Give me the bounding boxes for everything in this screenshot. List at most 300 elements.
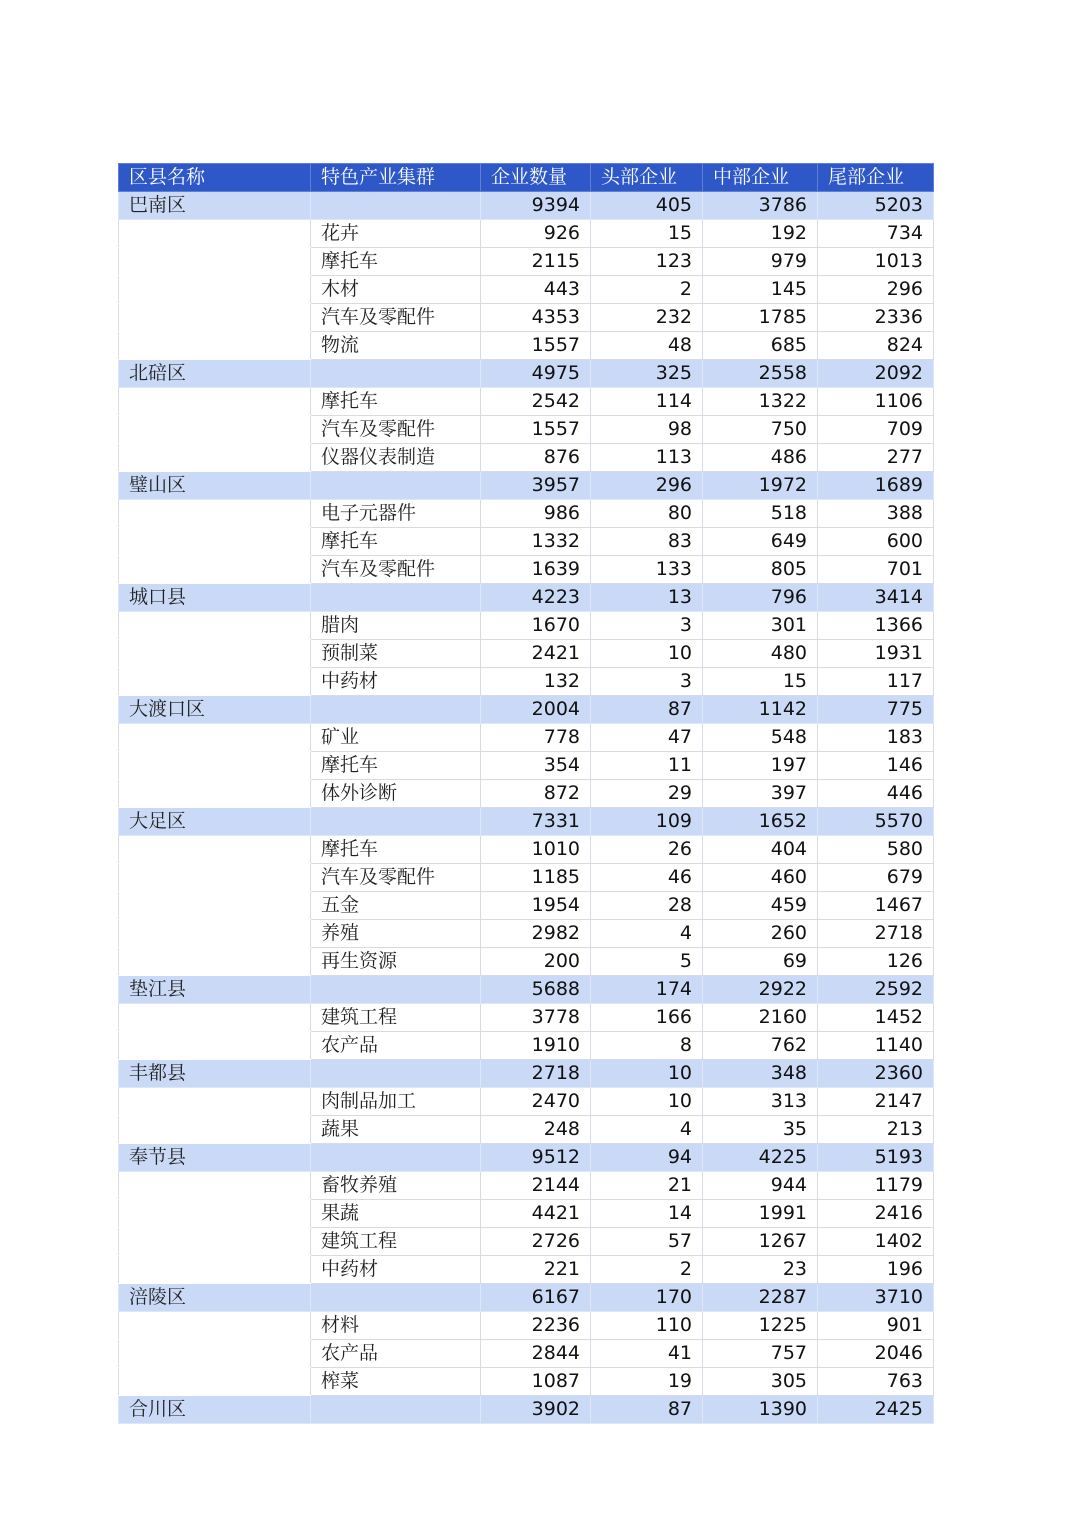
district-tail-cell: 1689 bbox=[818, 472, 934, 500]
industry-row bbox=[119, 1368, 934, 1396]
district-top-cell: 109 bbox=[591, 808, 703, 836]
industry-row bbox=[119, 1228, 934, 1256]
industry-name: 蔬果 bbox=[311, 1116, 481, 1144]
industry-name: 花卉 bbox=[311, 220, 481, 248]
industry-row bbox=[119, 668, 934, 696]
industry-row bbox=[119, 444, 934, 472]
industry-count-cell: 2236 bbox=[481, 1312, 591, 1340]
industry-tail-cell: 580 bbox=[818, 836, 934, 864]
industry-tail-cell: 709 bbox=[818, 416, 934, 444]
industry-top-cell: 19 bbox=[591, 1368, 703, 1396]
industry-count-cell: 1087 bbox=[481, 1368, 591, 1396]
industry-row bbox=[119, 920, 934, 948]
district-blank-cell bbox=[119, 556, 311, 584]
industry-middle-cell: 69 bbox=[703, 948, 818, 976]
industry-row bbox=[119, 1256, 934, 1284]
industry-row bbox=[119, 612, 934, 640]
header-industry: 特色产业集群 bbox=[311, 164, 481, 192]
industry-middle-cell: 313 bbox=[703, 1088, 818, 1116]
industry-top-cell: 41 bbox=[591, 1340, 703, 1368]
industry-middle-cell: 35 bbox=[703, 1116, 818, 1144]
industry-count-cell: 2144 bbox=[481, 1172, 591, 1200]
district-name: 垫江县 bbox=[119, 976, 311, 1004]
industry-middle-cell: 548 bbox=[703, 724, 818, 752]
industry-name: 汽车及零配件 bbox=[311, 416, 481, 444]
district-blank-cell bbox=[119, 640, 311, 668]
district-industry-blank bbox=[311, 584, 481, 612]
district-blank-cell bbox=[119, 1088, 311, 1116]
industry-tail-cell: 1140 bbox=[818, 1032, 934, 1060]
district-row bbox=[119, 808, 934, 836]
industry-name: 仪器仪表制造 bbox=[311, 444, 481, 472]
industry-count-cell: 2726 bbox=[481, 1228, 591, 1256]
district-row bbox=[119, 360, 934, 388]
district-tail-cell: 775 bbox=[818, 696, 934, 724]
industry-name: 摩托车 bbox=[311, 248, 481, 276]
industry-count-cell: 248 bbox=[481, 1116, 591, 1144]
industry-row bbox=[119, 304, 934, 332]
district-count-cell: 6167 bbox=[481, 1284, 591, 1312]
industry-top-cell: 26 bbox=[591, 836, 703, 864]
district-count-cell: 7331 bbox=[481, 808, 591, 836]
industry-middle-cell: 979 bbox=[703, 248, 818, 276]
industry-row bbox=[119, 1088, 934, 1116]
industry-row bbox=[119, 500, 934, 528]
header-row bbox=[119, 164, 934, 192]
industry-name: 建筑工程 bbox=[311, 1228, 481, 1256]
industry-middle-cell: 301 bbox=[703, 612, 818, 640]
district-blank-cell bbox=[119, 1032, 311, 1060]
industry-row bbox=[119, 528, 934, 556]
industry-row bbox=[119, 1032, 934, 1060]
industry-tail-cell: 734 bbox=[818, 220, 934, 248]
industry-tail-cell: 1931 bbox=[818, 640, 934, 668]
industry-count-cell: 221 bbox=[481, 1256, 591, 1284]
industry-top-cell: 48 bbox=[591, 332, 703, 360]
industry-row bbox=[119, 1116, 934, 1144]
industry-row bbox=[119, 864, 934, 892]
industry-tail-cell: 1106 bbox=[818, 388, 934, 416]
industry-top-cell: 110 bbox=[591, 1312, 703, 1340]
industry-name: 摩托车 bbox=[311, 836, 481, 864]
industry-name: 再生资源 bbox=[311, 948, 481, 976]
industry-top-cell: 21 bbox=[591, 1172, 703, 1200]
district-blank-cell bbox=[119, 444, 311, 472]
industry-top-cell: 29 bbox=[591, 780, 703, 808]
industry-row bbox=[119, 1004, 934, 1032]
industry-middle-cell: 685 bbox=[703, 332, 818, 360]
industry-middle-cell: 757 bbox=[703, 1340, 818, 1368]
industry-middle-cell: 1991 bbox=[703, 1200, 818, 1228]
industry-top-cell: 57 bbox=[591, 1228, 703, 1256]
industry-name: 木材 bbox=[311, 276, 481, 304]
industry-name: 农产品 bbox=[311, 1032, 481, 1060]
industry-count-cell: 778 bbox=[481, 724, 591, 752]
industry-tail-cell: 146 bbox=[818, 752, 934, 780]
district-name: 合川区 bbox=[119, 1396, 311, 1424]
industry-count-cell: 200 bbox=[481, 948, 591, 976]
header-district: 区县名称 bbox=[119, 164, 311, 192]
district-industry-blank bbox=[311, 472, 481, 500]
industry-count-cell: 876 bbox=[481, 444, 591, 472]
industry-count-cell: 1185 bbox=[481, 864, 591, 892]
industry-row bbox=[119, 388, 934, 416]
industry-count-cell: 872 bbox=[481, 780, 591, 808]
industry-top-cell: 232 bbox=[591, 304, 703, 332]
district-blank-cell bbox=[119, 752, 311, 780]
district-name: 璧山区 bbox=[119, 472, 311, 500]
industry-name: 畜牧养殖 bbox=[311, 1172, 481, 1200]
industry-top-cell: 80 bbox=[591, 500, 703, 528]
district-blank-cell bbox=[119, 668, 311, 696]
district-name: 北碚区 bbox=[119, 360, 311, 388]
industry-count-cell: 2470 bbox=[481, 1088, 591, 1116]
industry-row bbox=[119, 220, 934, 248]
industry-middle-cell: 15 bbox=[703, 668, 818, 696]
industry-row bbox=[119, 780, 934, 808]
industry-middle-cell: 2160 bbox=[703, 1004, 818, 1032]
district-blank-cell bbox=[119, 416, 311, 444]
industry-count-cell: 4353 bbox=[481, 304, 591, 332]
industry-name: 肉制品加工 bbox=[311, 1088, 481, 1116]
industry-count-cell: 1557 bbox=[481, 416, 591, 444]
district-row bbox=[119, 472, 934, 500]
header-middle: 中部企业 bbox=[703, 164, 818, 192]
industry-top-cell: 113 bbox=[591, 444, 703, 472]
industry-count-cell: 1910 bbox=[481, 1032, 591, 1060]
district-blank-cell bbox=[119, 500, 311, 528]
district-middle-cell: 348 bbox=[703, 1060, 818, 1088]
industry-count-cell: 2844 bbox=[481, 1340, 591, 1368]
district-blank-cell bbox=[119, 1312, 311, 1340]
district-count-cell: 2718 bbox=[481, 1060, 591, 1088]
industry-name: 果蔬 bbox=[311, 1200, 481, 1228]
industry-count-cell: 132 bbox=[481, 668, 591, 696]
district-blank-cell bbox=[119, 220, 311, 248]
district-blank-cell bbox=[119, 1228, 311, 1256]
district-blank-cell bbox=[119, 1116, 311, 1144]
industry-count-cell: 1670 bbox=[481, 612, 591, 640]
industry-name: 摩托车 bbox=[311, 752, 481, 780]
district-industry-blank bbox=[311, 192, 481, 220]
district-top-cell: 325 bbox=[591, 360, 703, 388]
industry-middle-cell: 805 bbox=[703, 556, 818, 584]
industry-row bbox=[119, 948, 934, 976]
industry-tail-cell: 2336 bbox=[818, 304, 934, 332]
industry-tail-cell: 446 bbox=[818, 780, 934, 808]
district-middle-cell: 1390 bbox=[703, 1396, 818, 1424]
district-name: 城口县 bbox=[119, 584, 311, 612]
district-tail-cell: 3414 bbox=[818, 584, 934, 612]
district-blank-cell bbox=[119, 612, 311, 640]
district-tail-cell: 2360 bbox=[818, 1060, 934, 1088]
industry-top-cell: 4 bbox=[591, 920, 703, 948]
industry-middle-cell: 1267 bbox=[703, 1228, 818, 1256]
industry-middle-cell: 518 bbox=[703, 500, 818, 528]
industry-top-cell: 4 bbox=[591, 1116, 703, 1144]
industry-middle-cell: 192 bbox=[703, 220, 818, 248]
industry-tail-cell: 679 bbox=[818, 864, 934, 892]
industry-tail-cell: 901 bbox=[818, 1312, 934, 1340]
industry-middle-cell: 480 bbox=[703, 640, 818, 668]
district-blank-cell bbox=[119, 388, 311, 416]
district-top-cell: 87 bbox=[591, 696, 703, 724]
district-industry-blank bbox=[311, 696, 481, 724]
industry-top-cell: 11 bbox=[591, 752, 703, 780]
industry-middle-cell: 1785 bbox=[703, 304, 818, 332]
industry-tail-cell: 1402 bbox=[818, 1228, 934, 1256]
industry-tail-cell: 600 bbox=[818, 528, 934, 556]
industry-row bbox=[119, 248, 934, 276]
district-top-cell: 13 bbox=[591, 584, 703, 612]
industry-name: 材料 bbox=[311, 1312, 481, 1340]
industry-top-cell: 10 bbox=[591, 1088, 703, 1116]
industry-name: 摩托车 bbox=[311, 528, 481, 556]
industry-tail-cell: 1366 bbox=[818, 612, 934, 640]
industry-middle-cell: 944 bbox=[703, 1172, 818, 1200]
industry-tail-cell: 2416 bbox=[818, 1200, 934, 1228]
industry-top-cell: 114 bbox=[591, 388, 703, 416]
district-industry-blank bbox=[311, 1396, 481, 1424]
industry-top-cell: 47 bbox=[591, 724, 703, 752]
district-tail-cell: 2092 bbox=[818, 360, 934, 388]
district-count-cell: 4975 bbox=[481, 360, 591, 388]
industry-top-cell: 123 bbox=[591, 248, 703, 276]
industry-name: 矿业 bbox=[311, 724, 481, 752]
industry-count-cell: 3778 bbox=[481, 1004, 591, 1032]
table-body bbox=[119, 192, 934, 1424]
industry-count-cell: 926 bbox=[481, 220, 591, 248]
industry-count-cell: 1010 bbox=[481, 836, 591, 864]
industry-middle-cell: 649 bbox=[703, 528, 818, 556]
industry-tail-cell: 1179 bbox=[818, 1172, 934, 1200]
industry-tail-cell: 2718 bbox=[818, 920, 934, 948]
district-top-cell: 405 bbox=[591, 192, 703, 220]
industry-name: 汽车及零配件 bbox=[311, 864, 481, 892]
industry-name: 汽车及零配件 bbox=[311, 556, 481, 584]
industry-row bbox=[119, 276, 934, 304]
industry-top-cell: 5 bbox=[591, 948, 703, 976]
district-middle-cell: 3786 bbox=[703, 192, 818, 220]
industry-name: 汽车及零配件 bbox=[311, 304, 481, 332]
industry-row bbox=[119, 332, 934, 360]
district-row bbox=[119, 192, 934, 220]
district-blank-cell bbox=[119, 304, 311, 332]
industry-middle-cell: 762 bbox=[703, 1032, 818, 1060]
district-middle-cell: 1972 bbox=[703, 472, 818, 500]
header-top: 头部企业 bbox=[591, 164, 703, 192]
district-count-cell: 3902 bbox=[481, 1396, 591, 1424]
industry-count-cell: 354 bbox=[481, 752, 591, 780]
industry-middle-cell: 397 bbox=[703, 780, 818, 808]
industry-middle-cell: 23 bbox=[703, 1256, 818, 1284]
industry-count-cell: 2982 bbox=[481, 920, 591, 948]
industry-middle-cell: 305 bbox=[703, 1368, 818, 1396]
industry-row bbox=[119, 752, 934, 780]
district-middle-cell: 2922 bbox=[703, 976, 818, 1004]
industry-tail-cell: 824 bbox=[818, 332, 934, 360]
district-row bbox=[119, 1060, 934, 1088]
district-name: 丰都县 bbox=[119, 1060, 311, 1088]
industry-name: 五金 bbox=[311, 892, 481, 920]
industry-tail-cell: 117 bbox=[818, 668, 934, 696]
district-row bbox=[119, 1284, 934, 1312]
industry-top-cell: 133 bbox=[591, 556, 703, 584]
industry-middle-cell: 1322 bbox=[703, 388, 818, 416]
industry-top-cell: 14 bbox=[591, 1200, 703, 1228]
industry-row bbox=[119, 724, 934, 752]
industry-name: 摩托车 bbox=[311, 388, 481, 416]
industry-tail-cell: 2046 bbox=[818, 1340, 934, 1368]
district-blank-cell bbox=[119, 864, 311, 892]
district-tail-cell: 5193 bbox=[818, 1144, 934, 1172]
district-blank-cell bbox=[119, 836, 311, 864]
industry-top-cell: 2 bbox=[591, 276, 703, 304]
industry-top-cell: 2 bbox=[591, 1256, 703, 1284]
district-name: 涪陵区 bbox=[119, 1284, 311, 1312]
district-row bbox=[119, 696, 934, 724]
industry-tail-cell: 388 bbox=[818, 500, 934, 528]
district-count-cell: 3957 bbox=[481, 472, 591, 500]
industry-name: 电子元器件 bbox=[311, 500, 481, 528]
industry-name: 预制菜 bbox=[311, 640, 481, 668]
enterprise-table bbox=[118, 163, 934, 1424]
district-blank-cell bbox=[119, 1256, 311, 1284]
district-industry-blank bbox=[311, 808, 481, 836]
industry-top-cell: 3 bbox=[591, 612, 703, 640]
industry-middle-cell: 750 bbox=[703, 416, 818, 444]
district-blank-cell bbox=[119, 1004, 311, 1032]
district-middle-cell: 1652 bbox=[703, 808, 818, 836]
industry-middle-cell: 260 bbox=[703, 920, 818, 948]
district-name: 奉节县 bbox=[119, 1144, 311, 1172]
industry-name: 中药材 bbox=[311, 668, 481, 696]
district-blank-cell bbox=[119, 948, 311, 976]
district-blank-cell bbox=[119, 892, 311, 920]
industry-row bbox=[119, 1172, 934, 1200]
district-top-cell: 296 bbox=[591, 472, 703, 500]
industry-top-cell: 3 bbox=[591, 668, 703, 696]
industry-top-cell: 98 bbox=[591, 416, 703, 444]
industry-top-cell: 8 bbox=[591, 1032, 703, 1060]
industry-top-cell: 15 bbox=[591, 220, 703, 248]
district-blank-cell bbox=[119, 724, 311, 752]
district-top-cell: 174 bbox=[591, 976, 703, 1004]
district-blank-cell bbox=[119, 276, 311, 304]
industry-count-cell: 986 bbox=[481, 500, 591, 528]
industry-tail-cell: 296 bbox=[818, 276, 934, 304]
district-tail-cell: 5203 bbox=[818, 192, 934, 220]
industry-count-cell: 1954 bbox=[481, 892, 591, 920]
industry-name: 体外诊断 bbox=[311, 780, 481, 808]
district-blank-cell bbox=[119, 1200, 311, 1228]
district-row bbox=[119, 1144, 934, 1172]
district-row bbox=[119, 584, 934, 612]
district-row bbox=[119, 1396, 934, 1424]
industry-top-cell: 28 bbox=[591, 892, 703, 920]
district-middle-cell: 796 bbox=[703, 584, 818, 612]
industry-row bbox=[119, 556, 934, 584]
industry-count-cell: 1557 bbox=[481, 332, 591, 360]
industry-tail-cell: 701 bbox=[818, 556, 934, 584]
district-middle-cell: 2287 bbox=[703, 1284, 818, 1312]
industry-tail-cell: 196 bbox=[818, 1256, 934, 1284]
industry-count-cell: 1639 bbox=[481, 556, 591, 584]
industry-tail-cell: 1467 bbox=[818, 892, 934, 920]
industry-top-cell: 46 bbox=[591, 864, 703, 892]
district-top-cell: 170 bbox=[591, 1284, 703, 1312]
industry-top-cell: 83 bbox=[591, 528, 703, 556]
industry-top-cell: 10 bbox=[591, 640, 703, 668]
industry-name: 中药材 bbox=[311, 1256, 481, 1284]
district-row bbox=[119, 976, 934, 1004]
industry-name: 农产品 bbox=[311, 1340, 481, 1368]
district-count-cell: 9512 bbox=[481, 1144, 591, 1172]
industry-row bbox=[119, 640, 934, 668]
industry-row bbox=[119, 836, 934, 864]
industry-row bbox=[119, 1312, 934, 1340]
district-count-cell: 9394 bbox=[481, 192, 591, 220]
industry-middle-cell: 460 bbox=[703, 864, 818, 892]
district-count-cell: 2004 bbox=[481, 696, 591, 724]
industry-top-cell: 166 bbox=[591, 1004, 703, 1032]
district-blank-cell bbox=[119, 1172, 311, 1200]
district-industry-blank bbox=[311, 360, 481, 388]
district-blank-cell bbox=[119, 780, 311, 808]
district-industry-blank bbox=[311, 1284, 481, 1312]
district-count-cell: 5688 bbox=[481, 976, 591, 1004]
industry-tail-cell: 2147 bbox=[818, 1088, 934, 1116]
industry-tail-cell: 763 bbox=[818, 1368, 934, 1396]
district-middle-cell: 1142 bbox=[703, 696, 818, 724]
industry-middle-cell: 486 bbox=[703, 444, 818, 472]
district-blank-cell bbox=[119, 248, 311, 276]
district-tail-cell: 3710 bbox=[818, 1284, 934, 1312]
district-industry-blank bbox=[311, 1144, 481, 1172]
industry-count-cell: 4421 bbox=[481, 1200, 591, 1228]
industry-count-cell: 443 bbox=[481, 276, 591, 304]
district-top-cell: 10 bbox=[591, 1060, 703, 1088]
district-top-cell: 94 bbox=[591, 1144, 703, 1172]
district-middle-cell: 4225 bbox=[703, 1144, 818, 1172]
district-name: 大渡口区 bbox=[119, 696, 311, 724]
district-blank-cell bbox=[119, 1340, 311, 1368]
district-blank-cell bbox=[119, 920, 311, 948]
industry-name: 养殖 bbox=[311, 920, 481, 948]
header-tail: 尾部企业 bbox=[818, 164, 934, 192]
industry-row bbox=[119, 1340, 934, 1368]
district-tail-cell: 2592 bbox=[818, 976, 934, 1004]
industry-row bbox=[119, 416, 934, 444]
industry-tail-cell: 126 bbox=[818, 948, 934, 976]
district-industry-blank bbox=[311, 1060, 481, 1088]
industry-tail-cell: 277 bbox=[818, 444, 934, 472]
industry-tail-cell: 1013 bbox=[818, 248, 934, 276]
district-top-cell: 87 bbox=[591, 1396, 703, 1424]
district-tail-cell: 2425 bbox=[818, 1396, 934, 1424]
industry-count-cell: 2421 bbox=[481, 640, 591, 668]
industry-middle-cell: 145 bbox=[703, 276, 818, 304]
industry-count-cell: 2115 bbox=[481, 248, 591, 276]
industry-middle-cell: 404 bbox=[703, 836, 818, 864]
industry-middle-cell: 459 bbox=[703, 892, 818, 920]
district-name: 巴南区 bbox=[119, 192, 311, 220]
district-tail-cell: 5570 bbox=[818, 808, 934, 836]
industry-count-cell: 2542 bbox=[481, 388, 591, 416]
header-count: 企业数量 bbox=[481, 164, 591, 192]
district-industry-blank bbox=[311, 976, 481, 1004]
district-blank-cell bbox=[119, 1368, 311, 1396]
